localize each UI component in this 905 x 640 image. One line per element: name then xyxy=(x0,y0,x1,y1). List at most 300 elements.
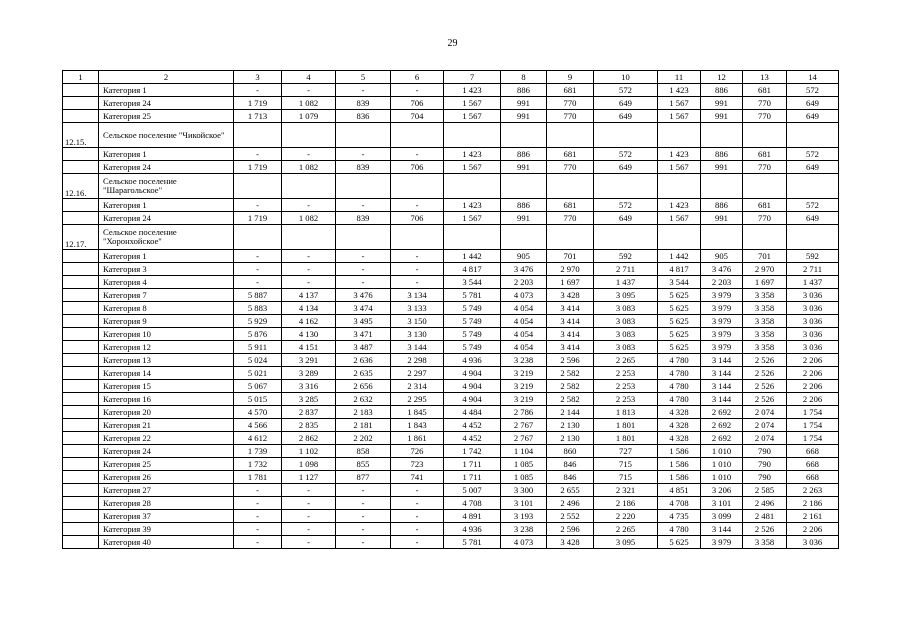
value-cell: - xyxy=(282,497,336,510)
value-cell: 649 xyxy=(787,97,839,110)
value-cell: 3 291 xyxy=(282,354,336,367)
value-cell: 1 442 xyxy=(444,250,501,263)
value-cell: 3 358 xyxy=(743,341,787,354)
value-cell: 3 414 xyxy=(547,315,594,328)
value-cell: 2 970 xyxy=(743,263,787,276)
value-cell: 1 567 xyxy=(658,161,701,174)
value-cell: - xyxy=(234,276,282,289)
category-name: Категория 1 xyxy=(99,148,234,161)
value-cell xyxy=(282,123,336,148)
value-cell: 3 544 xyxy=(658,276,701,289)
value-cell: - xyxy=(234,523,282,536)
value-cell: 3 101 xyxy=(501,497,547,510)
value-cell: 3 979 xyxy=(701,341,743,354)
category-name: Категория 4 xyxy=(99,276,234,289)
table-row xyxy=(63,510,839,523)
value-cell: 2 656 xyxy=(336,380,391,393)
value-cell xyxy=(547,225,594,250)
value-cell: 5 883 xyxy=(234,302,282,315)
value-cell xyxy=(282,174,336,199)
value-cell: 4 328 xyxy=(658,406,701,419)
value-cell: 4 570 xyxy=(234,406,282,419)
header-cell: 2 xyxy=(99,71,234,84)
value-cell: 839 xyxy=(336,161,391,174)
category-name: Категория 24 xyxy=(99,161,234,174)
value-cell: 1 719 xyxy=(234,161,282,174)
value-cell: 681 xyxy=(547,199,594,212)
value-cell: 2 144 xyxy=(547,406,594,419)
category-name: Категория 24 xyxy=(99,212,234,225)
value-cell: 5 876 xyxy=(234,328,282,341)
category-name: Категория 20 xyxy=(99,406,234,419)
value-cell: - xyxy=(336,263,391,276)
value-cell: 5 887 xyxy=(234,289,282,302)
value-cell: 1 437 xyxy=(594,276,658,289)
value-cell: 1 801 xyxy=(594,432,658,445)
value-cell: 2 526 xyxy=(743,393,787,406)
value-cell: 2 496 xyxy=(547,497,594,510)
value-cell: - xyxy=(391,148,444,161)
row-index xyxy=(63,445,99,458)
table-row xyxy=(63,161,839,174)
row-index xyxy=(63,536,99,549)
value-cell: 2 321 xyxy=(594,484,658,497)
value-cell: 1 567 xyxy=(444,212,501,225)
value-cell: 572 xyxy=(594,84,658,97)
value-cell: 5 625 xyxy=(658,315,701,328)
value-cell: - xyxy=(336,523,391,536)
value-cell: 5 781 xyxy=(444,289,501,302)
row-index xyxy=(63,432,99,445)
table-row xyxy=(63,484,839,497)
table-row xyxy=(63,276,839,289)
value-cell: 3 495 xyxy=(336,315,391,328)
value-cell: 2 203 xyxy=(501,276,547,289)
value-cell: 592 xyxy=(594,250,658,263)
value-cell: - xyxy=(234,199,282,212)
value-cell: 3 474 xyxy=(336,302,391,315)
value-cell: 727 xyxy=(594,445,658,458)
value-cell: 3 300 xyxy=(501,484,547,497)
value-cell: 2 130 xyxy=(547,432,594,445)
value-cell: 3 979 xyxy=(701,289,743,302)
value-cell: 2 711 xyxy=(594,263,658,276)
row-index xyxy=(63,484,99,497)
value-cell: 3 285 xyxy=(282,393,336,406)
row-index: 12.15. xyxy=(63,123,99,148)
value-cell: 846 xyxy=(547,458,594,471)
value-cell: 3 099 xyxy=(701,510,743,523)
table-row xyxy=(63,393,839,406)
value-cell: 2 655 xyxy=(547,484,594,497)
value-cell: - xyxy=(282,510,336,523)
value-cell xyxy=(787,123,839,148)
value-cell xyxy=(234,225,282,250)
value-cell xyxy=(234,174,282,199)
value-cell: - xyxy=(336,497,391,510)
value-cell: 1 843 xyxy=(391,419,444,432)
value-cell: - xyxy=(234,510,282,523)
value-cell xyxy=(787,225,839,250)
value-cell: 572 xyxy=(594,148,658,161)
value-cell: 4 151 xyxy=(282,341,336,354)
value-cell: 1 423 xyxy=(444,148,501,161)
value-cell: 4 851 xyxy=(658,484,701,497)
value-cell: 4 452 xyxy=(444,419,501,432)
value-cell: 3 219 xyxy=(501,393,547,406)
value-cell: 3 219 xyxy=(501,380,547,393)
header-cell: 14 xyxy=(787,71,839,84)
value-cell: 726 xyxy=(391,445,444,458)
value-cell: 3 219 xyxy=(501,367,547,380)
value-cell: 2 074 xyxy=(743,419,787,432)
value-cell: 1 567 xyxy=(658,97,701,110)
category-name: Категория 7 xyxy=(99,289,234,302)
value-cell: 877 xyxy=(336,471,391,484)
header-cell: 3 xyxy=(234,71,282,84)
value-cell: 2 206 xyxy=(787,380,839,393)
value-cell: 3 095 xyxy=(594,289,658,302)
value-cell xyxy=(701,225,743,250)
value-cell: 649 xyxy=(787,110,839,123)
value-cell: - xyxy=(336,199,391,212)
value-cell: 5 749 xyxy=(444,315,501,328)
value-cell: 886 xyxy=(701,84,743,97)
value-cell: 649 xyxy=(594,212,658,225)
value-cell: 2 481 xyxy=(743,510,787,523)
value-cell: 2 636 xyxy=(336,354,391,367)
table-row xyxy=(63,458,839,471)
category-name: Категория 12 xyxy=(99,341,234,354)
value-cell: - xyxy=(391,497,444,510)
settlement-row xyxy=(63,174,839,199)
value-cell: 1 754 xyxy=(787,432,839,445)
category-name: Категория 14 xyxy=(99,367,234,380)
table-row xyxy=(63,445,839,458)
value-cell: 4 484 xyxy=(444,406,501,419)
value-cell: 991 xyxy=(701,97,743,110)
value-cell: 704 xyxy=(391,110,444,123)
value-cell: 4 708 xyxy=(444,497,501,510)
value-cell xyxy=(336,225,391,250)
value-cell: 4 780 xyxy=(658,354,701,367)
value-cell xyxy=(701,123,743,148)
category-name: Категория 13 xyxy=(99,354,234,367)
value-cell: 5 015 xyxy=(234,393,282,406)
value-cell: 706 xyxy=(391,97,444,110)
category-name: Категория 21 xyxy=(99,419,234,432)
value-cell: 1 754 xyxy=(787,419,839,432)
value-cell: 1 754 xyxy=(787,406,839,419)
category-name: Категория 10 xyxy=(99,328,234,341)
category-name: Категория 27 xyxy=(99,484,234,497)
value-cell: - xyxy=(336,148,391,161)
value-cell: 770 xyxy=(743,212,787,225)
value-cell: 2 692 xyxy=(701,432,743,445)
table-row xyxy=(63,354,839,367)
value-cell: 3 471 xyxy=(336,328,391,341)
value-cell: - xyxy=(282,148,336,161)
value-cell xyxy=(658,174,701,199)
table-row xyxy=(63,497,839,510)
value-cell: 770 xyxy=(743,110,787,123)
value-cell: 1 567 xyxy=(444,97,501,110)
value-cell xyxy=(391,123,444,148)
value-cell xyxy=(701,174,743,199)
value-cell: 2 711 xyxy=(787,263,839,276)
value-cell xyxy=(234,123,282,148)
category-name: Категория 39 xyxy=(99,523,234,536)
value-cell: 4 780 xyxy=(658,367,701,380)
value-cell: 4 612 xyxy=(234,432,282,445)
row-index xyxy=(63,302,99,315)
value-cell: 3 414 xyxy=(547,328,594,341)
value-cell: 4 134 xyxy=(282,302,336,315)
value-cell: 5 625 xyxy=(658,302,701,315)
table-row xyxy=(63,406,839,419)
value-cell: 4 328 xyxy=(658,419,701,432)
value-cell xyxy=(743,174,787,199)
row-index xyxy=(63,497,99,510)
value-cell: 991 xyxy=(501,110,547,123)
value-cell: 5 625 xyxy=(658,536,701,549)
table-row xyxy=(63,328,839,341)
row-index xyxy=(63,328,99,341)
header-cell: 7 xyxy=(444,71,501,84)
value-cell xyxy=(501,123,547,148)
value-cell: 5 749 xyxy=(444,328,501,341)
table-row xyxy=(63,84,839,97)
value-cell: 668 xyxy=(787,445,839,458)
value-cell: 3 144 xyxy=(701,393,743,406)
value-cell: 668 xyxy=(787,471,839,484)
row-index xyxy=(63,380,99,393)
value-cell xyxy=(391,225,444,250)
value-cell: 3 193 xyxy=(501,510,547,523)
value-cell: - xyxy=(336,84,391,97)
value-cell: 681 xyxy=(743,148,787,161)
value-cell: 1 567 xyxy=(444,161,501,174)
settlement-row xyxy=(63,225,839,250)
value-cell: 1 719 xyxy=(234,97,282,110)
value-cell: 991 xyxy=(501,97,547,110)
value-cell xyxy=(501,225,547,250)
row-index xyxy=(63,341,99,354)
value-cell: 3 036 xyxy=(787,536,839,549)
value-cell: 3 083 xyxy=(594,328,658,341)
value-cell: 2 206 xyxy=(787,393,839,406)
value-cell xyxy=(336,123,391,148)
value-cell: 1 085 xyxy=(501,471,547,484)
value-cell: - xyxy=(234,250,282,263)
value-cell: 4 054 xyxy=(501,302,547,315)
table-row xyxy=(63,341,839,354)
value-cell: 1 586 xyxy=(658,471,701,484)
value-cell: 991 xyxy=(501,212,547,225)
value-cell: - xyxy=(336,484,391,497)
value-cell xyxy=(282,225,336,250)
value-cell: 1 098 xyxy=(282,458,336,471)
table-row xyxy=(63,367,839,380)
value-cell: - xyxy=(391,263,444,276)
value-cell: 5 911 xyxy=(234,341,282,354)
value-cell: 2 552 xyxy=(547,510,594,523)
table-body xyxy=(63,84,839,549)
value-cell: - xyxy=(282,250,336,263)
value-cell: 572 xyxy=(787,148,839,161)
value-cell: 4 054 xyxy=(501,328,547,341)
header-cell: 12 xyxy=(701,71,743,84)
value-cell: 3 036 xyxy=(787,341,839,354)
value-cell: 1 742 xyxy=(444,445,501,458)
value-cell: 572 xyxy=(787,199,839,212)
value-cell: 1 781 xyxy=(234,471,282,484)
value-cell: 886 xyxy=(501,148,547,161)
value-cell: 4 452 xyxy=(444,432,501,445)
value-cell: 3 289 xyxy=(282,367,336,380)
table-row xyxy=(63,380,839,393)
settlement-name: Сельское поселение "Шарагольское" xyxy=(99,174,234,199)
row-index: 12.17. xyxy=(63,225,99,250)
row-index xyxy=(63,458,99,471)
value-cell: 649 xyxy=(594,97,658,110)
value-cell: 770 xyxy=(743,161,787,174)
value-cell: 1 711 xyxy=(444,458,501,471)
value-cell: 3 238 xyxy=(501,354,547,367)
value-cell: - xyxy=(234,497,282,510)
value-cell: - xyxy=(391,510,444,523)
value-cell xyxy=(658,225,701,250)
value-cell: - xyxy=(391,276,444,289)
value-cell: 2 183 xyxy=(336,406,391,419)
value-cell: 2 253 xyxy=(594,380,658,393)
value-cell: - xyxy=(234,263,282,276)
value-cell: 3 036 xyxy=(787,328,839,341)
row-index xyxy=(63,84,99,97)
settlement-name: Сельское поселение "Чикойское" xyxy=(99,123,234,148)
value-cell: 991 xyxy=(701,212,743,225)
table-row xyxy=(63,110,839,123)
value-cell: 886 xyxy=(501,84,547,97)
value-cell: 723 xyxy=(391,458,444,471)
value-cell: 3 144 xyxy=(391,341,444,354)
header-cell: 4 xyxy=(282,71,336,84)
value-cell: 4 735 xyxy=(658,510,701,523)
value-cell: - xyxy=(282,84,336,97)
value-cell: 3 206 xyxy=(701,484,743,497)
value-cell: 858 xyxy=(336,445,391,458)
header-cell: 8 xyxy=(501,71,547,84)
value-cell: 2 206 xyxy=(787,523,839,536)
value-cell: 4 780 xyxy=(658,380,701,393)
value-cell: 991 xyxy=(501,161,547,174)
value-cell: 2 596 xyxy=(547,354,594,367)
value-cell: 2 265 xyxy=(594,354,658,367)
value-cell: 668 xyxy=(787,458,839,471)
row-index xyxy=(63,315,99,328)
value-cell: 770 xyxy=(547,212,594,225)
value-cell: 1 586 xyxy=(658,458,701,471)
value-cell: 4 328 xyxy=(658,432,701,445)
value-cell: 3 134 xyxy=(391,289,444,302)
value-cell: 846 xyxy=(547,471,594,484)
value-cell: 3 144 xyxy=(701,380,743,393)
row-index xyxy=(63,406,99,419)
value-cell: - xyxy=(391,523,444,536)
value-cell: 3 083 xyxy=(594,302,658,315)
value-cell: 2 295 xyxy=(391,393,444,406)
value-cell: 4 130 xyxy=(282,328,336,341)
table-header-row xyxy=(63,71,839,84)
row-index xyxy=(63,161,99,174)
value-cell: 2 220 xyxy=(594,510,658,523)
value-cell xyxy=(547,123,594,148)
category-name: Категория 37 xyxy=(99,510,234,523)
value-cell xyxy=(444,123,501,148)
value-cell: - xyxy=(391,484,444,497)
value-cell: 2 074 xyxy=(743,432,787,445)
value-cell: 2 837 xyxy=(282,406,336,419)
category-name: Категория 1 xyxy=(99,199,234,212)
value-cell: 1 085 xyxy=(501,458,547,471)
row-index xyxy=(63,276,99,289)
value-cell xyxy=(787,174,839,199)
table-row xyxy=(63,263,839,276)
category-name: Категория 40 xyxy=(99,536,234,549)
value-cell: 2 970 xyxy=(547,263,594,276)
value-cell: 2 582 xyxy=(547,367,594,380)
header-cell: 13 xyxy=(743,71,787,84)
row-index xyxy=(63,148,99,161)
value-cell: 3 544 xyxy=(444,276,501,289)
value-cell: 2 186 xyxy=(594,497,658,510)
value-cell: 5 749 xyxy=(444,341,501,354)
value-cell: 3 133 xyxy=(391,302,444,315)
table-row xyxy=(63,250,839,263)
value-cell: 2 692 xyxy=(701,419,743,432)
value-cell: 770 xyxy=(547,110,594,123)
value-cell: 2 692 xyxy=(701,406,743,419)
value-cell: 4 817 xyxy=(658,263,701,276)
value-cell: 3 036 xyxy=(787,302,839,315)
value-cell: 2 526 xyxy=(743,354,787,367)
settlement-name: Сельское поселение "Хоронхойское" xyxy=(99,225,234,250)
value-cell: 1 732 xyxy=(234,458,282,471)
value-cell: 1 567 xyxy=(658,212,701,225)
value-cell: - xyxy=(391,250,444,263)
value-cell xyxy=(594,123,658,148)
value-cell: 2 767 xyxy=(501,419,547,432)
value-cell: 3 476 xyxy=(336,289,391,302)
category-name: Категория 24 xyxy=(99,97,234,110)
value-cell: 1 442 xyxy=(658,250,701,263)
value-cell: 3 036 xyxy=(787,315,839,328)
value-cell: 1 104 xyxy=(501,445,547,458)
value-cell: 2 203 xyxy=(701,276,743,289)
value-cell: 790 xyxy=(743,445,787,458)
value-cell: 2 161 xyxy=(787,510,839,523)
value-cell: - xyxy=(282,484,336,497)
row-index xyxy=(63,471,99,484)
value-cell: 4 817 xyxy=(444,263,501,276)
tariff-table xyxy=(62,70,839,549)
category-name: Категория 25 xyxy=(99,458,234,471)
row-index xyxy=(63,97,99,110)
value-cell: - xyxy=(336,536,391,549)
value-cell: 1 845 xyxy=(391,406,444,419)
value-cell: 3 428 xyxy=(547,536,594,549)
value-cell: 2 862 xyxy=(282,432,336,445)
